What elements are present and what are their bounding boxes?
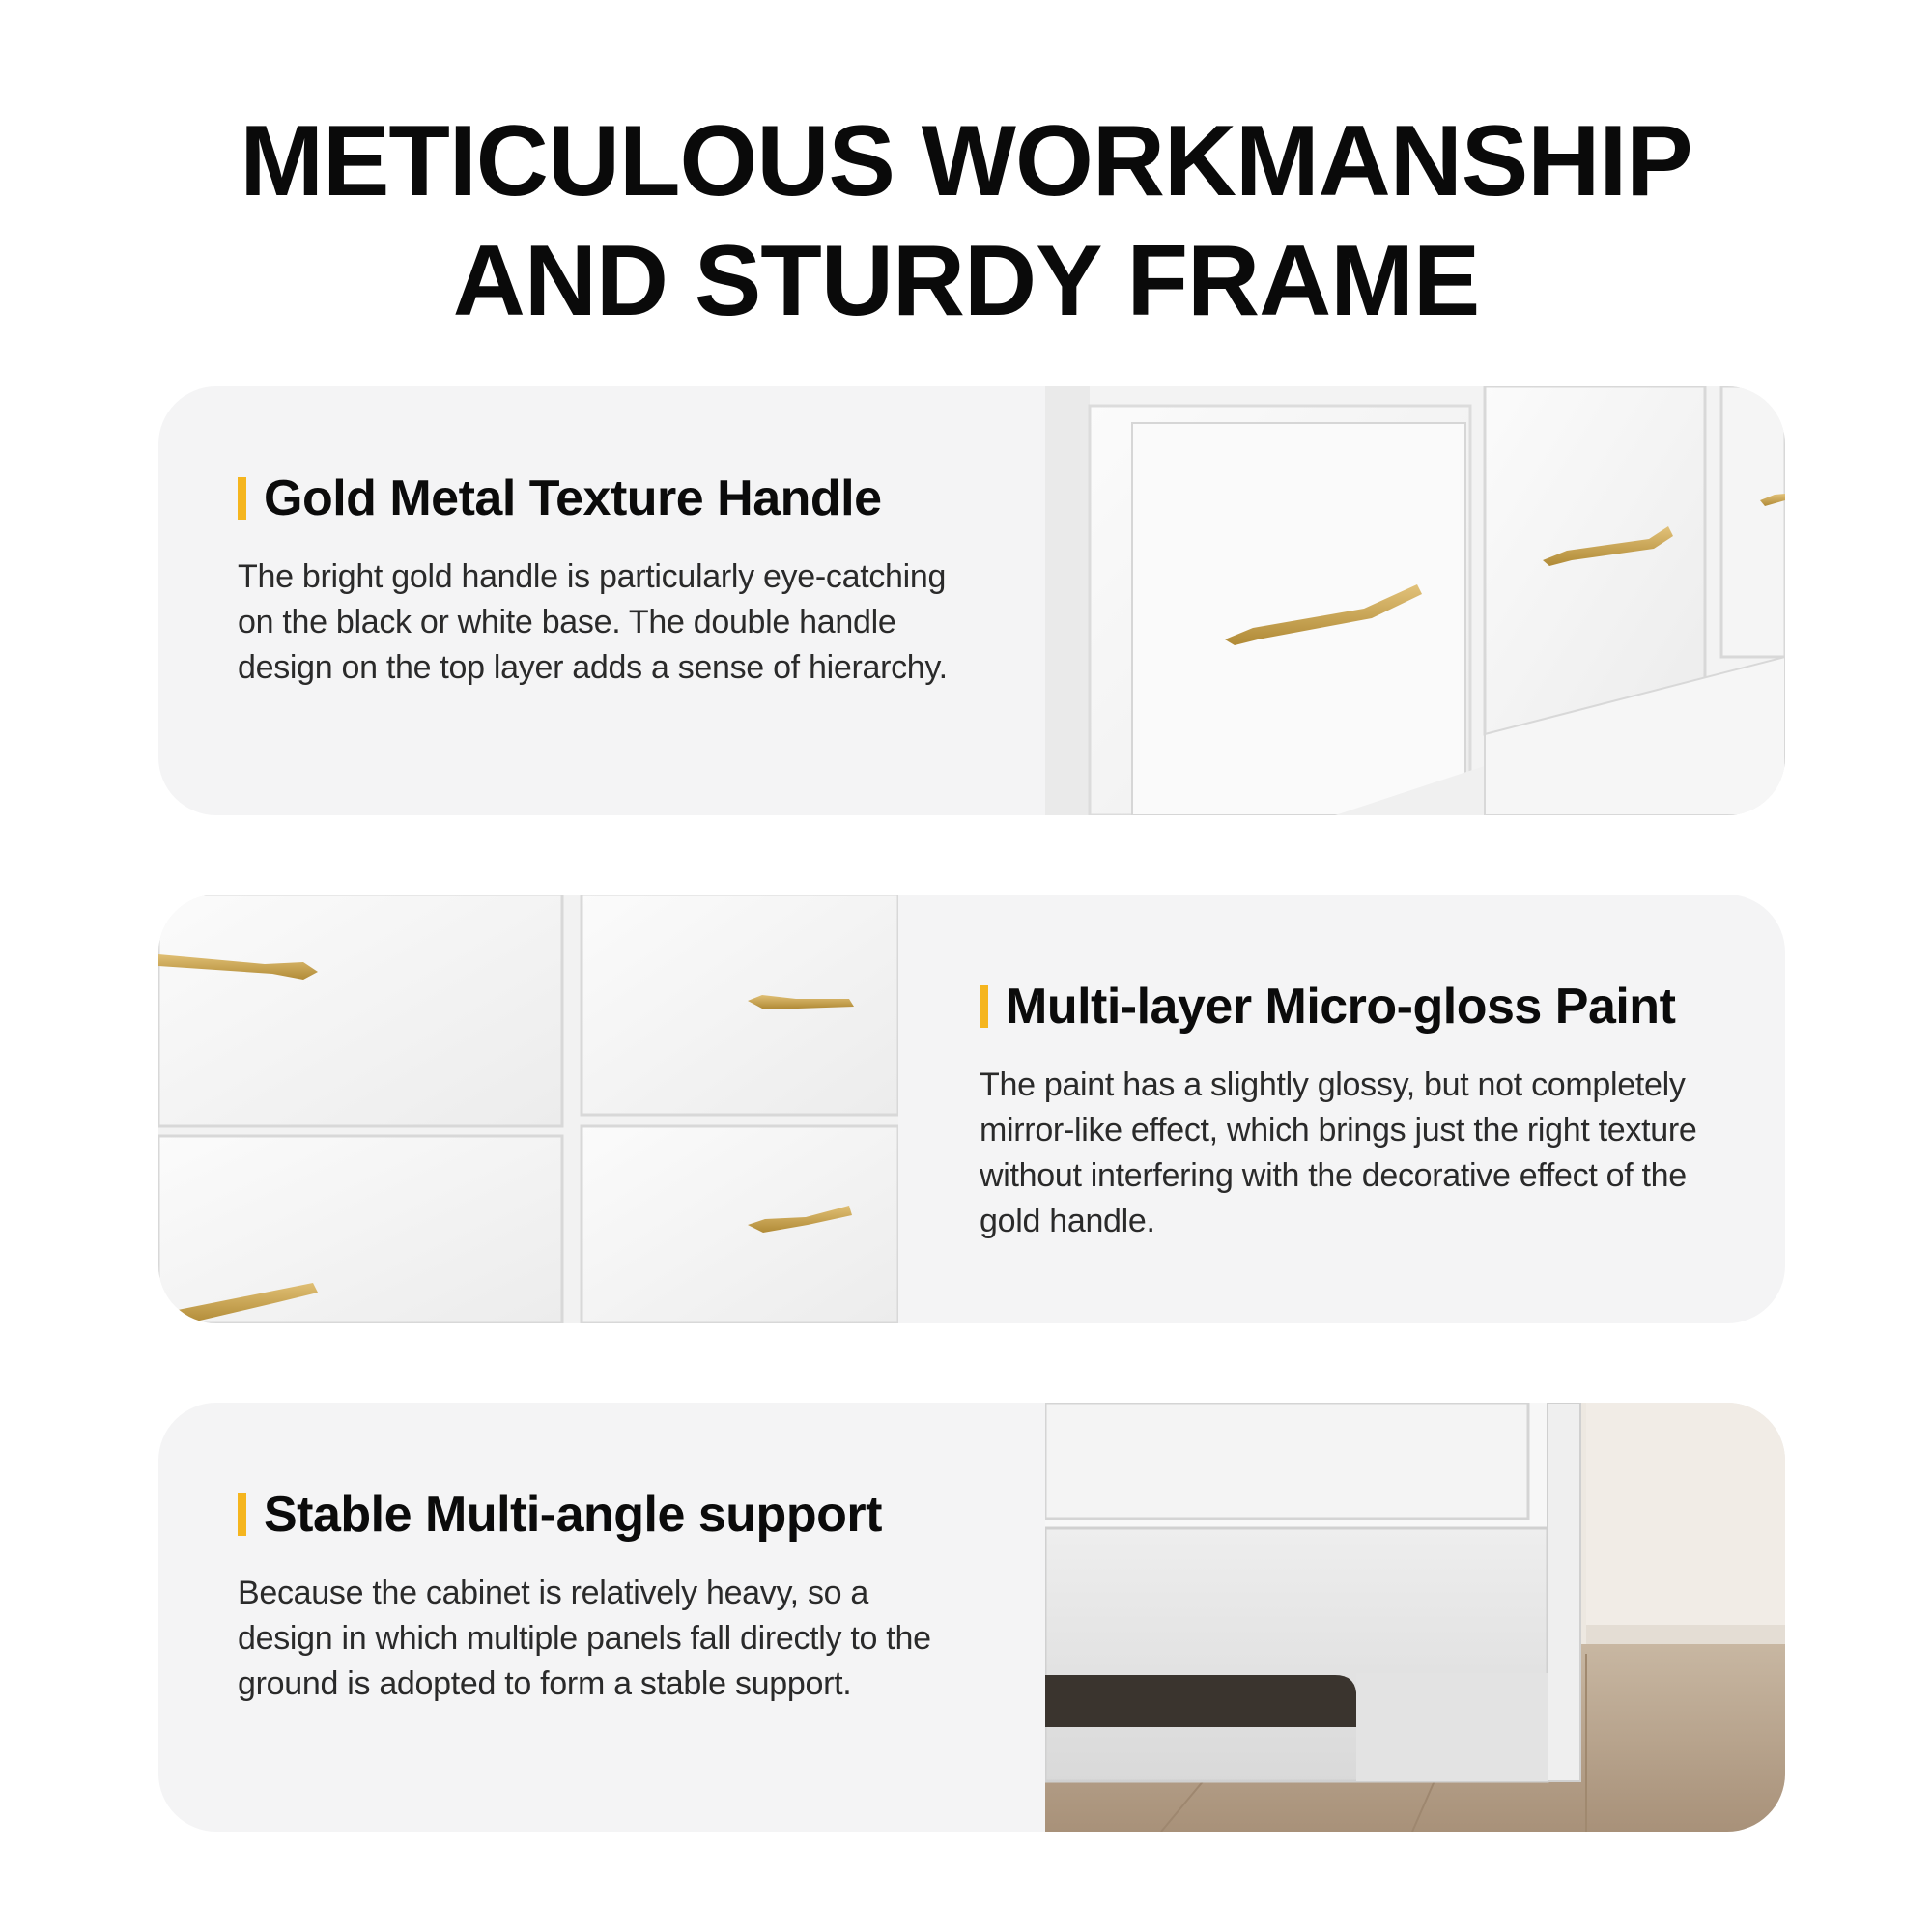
feature-heading [238, 468, 972, 529]
feature-heading-text: Gold Metal Texture Handle [264, 470, 882, 526]
feature-text [980, 976, 1733, 1244]
feature-text [238, 468, 972, 691]
accent-bar [980, 985, 988, 1028]
feature-heading [980, 976, 1733, 1037]
title-line-1: METICULOUS WORKMANSHIP [240, 105, 1692, 217]
feature-card-gold-handle [158, 386, 1785, 815]
feature-card-micro-gloss-paint [158, 895, 1785, 1323]
feature-description: Because the cabinet is relatively heavy, so a design in which multiple panels fall directly to the ground is adopted to form a stable support. [238, 1575, 931, 1702]
feature-heading-text: Stable Multi-angle support [264, 1487, 882, 1543]
paint-finish-photo [158, 895, 898, 1323]
cabinet-base-photo [1045, 1403, 1785, 1832]
feature-description: The bright gold handle is particularly eye-catching on the black or white base. The double handle design on the top layer adds a sense of hierarchy. [238, 558, 948, 686]
feature-description: The paint has a slightly glossy, but not completely mirror-like effect, which brings just the right texture without interfering with the decorative effect of the gold handle. [980, 1066, 1697, 1239]
title-line-2: AND STURDY FRAME [452, 225, 1480, 337]
feature-card-stable-support [158, 1403, 1785, 1832]
feature-heading [238, 1484, 972, 1546]
accent-bar [238, 1493, 246, 1536]
feature-text [238, 1484, 972, 1707]
feature-heading-text: Multi-layer Micro-gloss Paint [1006, 979, 1676, 1035]
gold-handle-photo [1045, 386, 1785, 815]
page-title [0, 101, 1932, 341]
accent-bar [238, 477, 246, 520]
